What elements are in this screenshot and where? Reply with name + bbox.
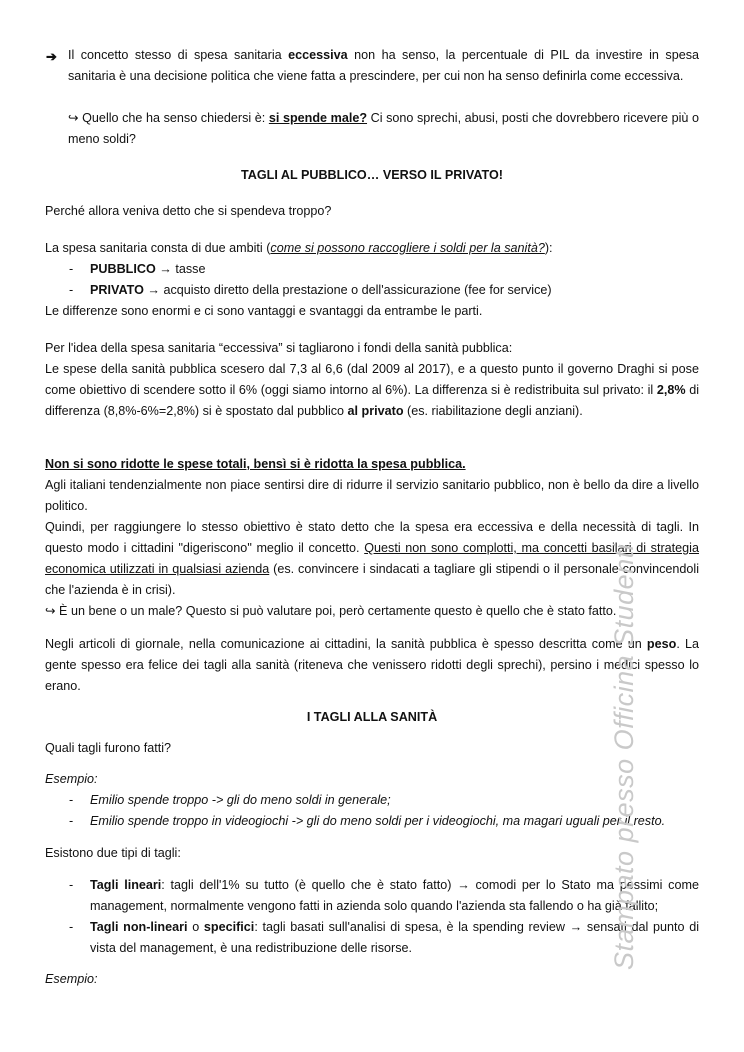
giornale-paragraph: Negli articoli di giornale, nella comunicazione ai cittadini, la sanità pubblica è spesso descritta come un peso. La gente spesso era felice dei tagli alla sanità (riteneva che venissero ridotti degli sprechi), persino i medici spesso lo erano. bbox=[45, 637, 699, 693]
intro-paragraph: ➔ Il concetto stesso di spesa sanitaria eccessiva non ha senso, la percentuale di PIL da investire in spesa sanitaria è una decisione politica che viene fatta a prescindere, per cui non ha senso definirla come eccessiva. bbox=[46, 48, 700, 83]
intro-question: ↪ Quello che ha senso chiedersi è: si spende male? Ci sono sprechi, abusi, posti che dovrebbero ricevere più o meno soldi? bbox=[68, 111, 699, 146]
watermark: Stampato presso Officina Studenti bbox=[609, 543, 639, 970]
esempio-item-2: - Emilio spende troppo in videogiochi -> gli do meno soldi per i videogiochi, ma magari uguali per il resto. bbox=[69, 814, 666, 828]
tipi-intro: Esistono due tipi di tagli: bbox=[45, 846, 181, 860]
idea-line: Per l'idea della spesa sanitaria “eccessiva” si tagliarono i fondi della sanità pubblica: bbox=[45, 341, 513, 355]
tipo-tagli-non-lineari: - Tagli non-lineari o specifici: tagli basati sull'analisi di spesa, è la spending review → sensati dal punto di vista del management, è una redistribuzione delle risorse. bbox=[69, 920, 699, 955]
arrow-right-icon: ➔ bbox=[46, 49, 57, 64]
non-ridotte-p3: ↪ È un bene o un male? Questo si può valutare poi, però certamente questo è quello che è stato fatto. bbox=[45, 604, 617, 618]
tipo-tagli-lineari: - Tagli lineari: tagli dell'1% su tutto (è quello che è stato fatto) → comodi per lo Stato ma pessimi come management, normalmente vengono fatti in azienda solo quando l'azienda sta fallendo o ha già fallito; bbox=[69, 878, 699, 913]
differenze-text: Le differenze sono enormi e ci sono vantaggi e svantaggi da entrambe le parti. bbox=[45, 304, 483, 318]
question-tagli: Quali tagli furono fatti? bbox=[45, 741, 172, 755]
esempio-label-2: Esempio: bbox=[45, 972, 98, 986]
idea-paragraph: Le spese della sanità pubblica scesero dal 7,3 al 6,6 (dal 2009 al 2017), e a questo punto il governo Draghi si pose come obiettivo di scendere sotto il 6% (oggi siamo intorno al 6%). La differenza si è redistribuita sul privato: il 2,8% di differenza (8,8%-6%=2,8%) si è spostato dal pubblico al privato (es. riabilitazione degli anziani). bbox=[45, 362, 699, 418]
non-ridotte-title: Non si sono ridotte le spese totali, bensì si è ridotta la spesa pubblica. bbox=[45, 457, 466, 471]
list-item-privato: - PRIVATO → acquisto diretto della prestazione o dell'assicurazione (fee for service) bbox=[69, 283, 552, 297]
ambiti-intro: La spesa sanitaria consta di due ambiti (come si possono raccogliere i soldi per la sanità?): bbox=[45, 241, 553, 255]
section-heading-tagli-pubblico: TAGLI AL PUBBLICO… VERSO IL PRIVATO! bbox=[241, 168, 503, 182]
esempio-item-1: - Emilio spende troppo -> gli do meno soldi in generale; bbox=[69, 793, 391, 807]
non-ridotte-p1: Agli italiani tendenzialmente non piace sentirsi dire di ridurre il servizio sanitario pubblico, non è bello da dire a livello politico. bbox=[45, 478, 699, 513]
esempio-label-1: Esempio: bbox=[45, 772, 98, 786]
list-item-pubblico: - PUBBLICO → tasse bbox=[69, 262, 206, 276]
section-heading-tagli-sanita: I TAGLI ALLA SANITÀ bbox=[306, 710, 438, 724]
question-spesa: Perché allora veniva detto che si spendeva troppo? bbox=[45, 204, 332, 218]
non-ridotte-p2: Quindi, per raggiungere lo stesso obiettivo è stato detto che la spesa era eccessiva e della necessità di tagli. In questo modo i cittadini "digeriscono" meglio il concetto. Questi non sono complotti, ma concetti basilari di strategia economica utilizzati in qualsiasi azienda (es. convincere i sindacati a tagliare gli stipendi o il personale convincendoli che l'azienda è in crisi). bbox=[45, 520, 699, 597]
